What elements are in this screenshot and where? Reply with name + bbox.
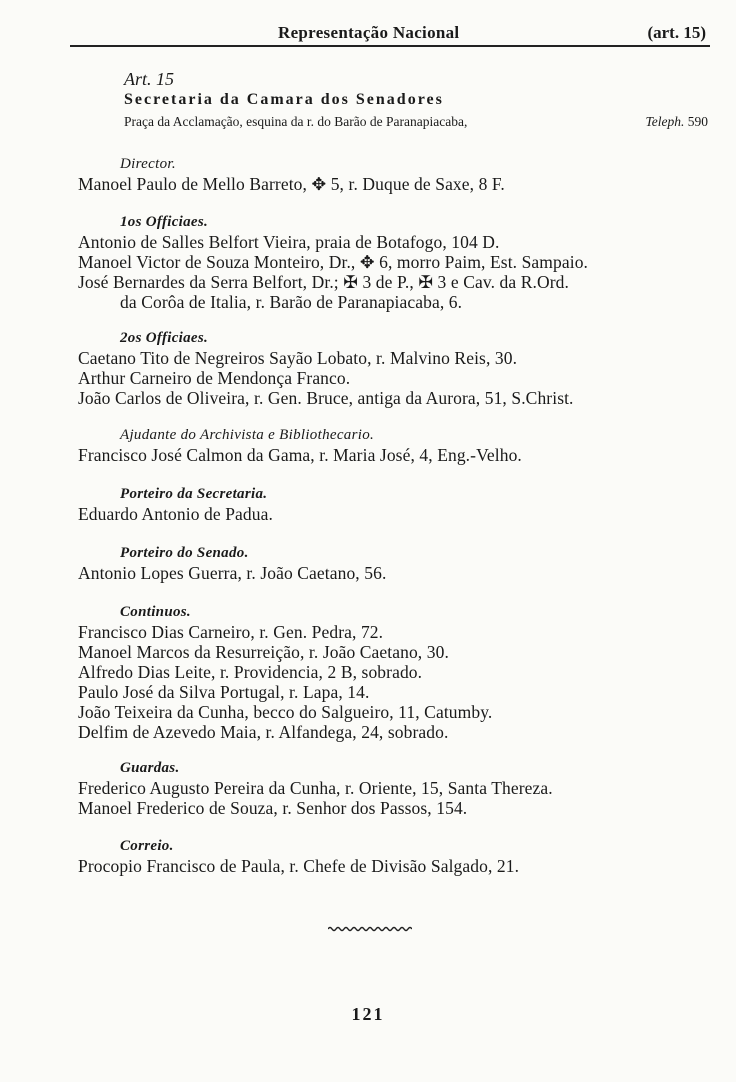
section-ajudante xyxy=(78,425,718,465)
list-item: João Carlos de Oliveira, r. Gen. Bruce, antiga da Aurora, 51, S.Christ. xyxy=(78,388,574,408)
section-label: Guardas. xyxy=(120,760,180,776)
section-porteiro-senado xyxy=(78,543,718,583)
section-continuos xyxy=(78,602,718,742)
section-label: Continuos. xyxy=(120,604,191,620)
section-correio xyxy=(78,836,718,876)
section-label: 2os Officiaes. xyxy=(120,330,209,346)
section-label: Porteiro do Senado. xyxy=(120,545,249,561)
section-label: Porteiro da Secretaria. xyxy=(120,486,268,502)
telephone xyxy=(645,110,708,134)
running-header xyxy=(70,18,710,46)
list-item: Arthur Carneiro de Mendonça Franco. xyxy=(78,368,351,388)
section-primeiros-officiaes xyxy=(78,212,718,312)
list-item: Frederico Augusto Pereira da Cunha, r. Oriente, 15, Santa Thereza. xyxy=(78,778,553,798)
list-item: Manoel Frederico de Souza, r. Senhor dos Passos, 154. xyxy=(78,798,468,818)
list-item: Eduardo Antonio de Padua. xyxy=(78,504,273,524)
article-title: Secretaria da Camara dos Senadores xyxy=(124,91,444,108)
section-label: Correio. xyxy=(120,838,174,854)
list-item: Caetano Tito de Negreiros Sayão Lobato, r. Malvino Reis, 30. xyxy=(78,348,518,368)
list-item: Procopio Francisco de Paula, r. Chefe de Divisão Salgado, 21. xyxy=(78,856,520,876)
article-label: Art. 15 xyxy=(124,69,175,89)
section-porteiro-secretaria xyxy=(78,484,718,524)
article-heading xyxy=(124,68,714,134)
section-label: Director. xyxy=(120,156,176,172)
list-item: Francisco Dias Carneiro, r. Gen. Pedra, 72. xyxy=(78,622,384,642)
section-guardas xyxy=(78,758,718,818)
header-rule xyxy=(70,45,710,47)
address-text: Praça da Acclamação, esquina da r. do Barão de Paranapiacaba, xyxy=(124,114,468,129)
section-segundos-officiaes xyxy=(78,328,718,408)
list-item: Manoel Marcos da Resurreição, r. João Caetano, 30. xyxy=(78,642,449,662)
section-director xyxy=(78,154,718,194)
article-address xyxy=(124,110,714,134)
list-item: João Teixeira da Cunha, becco do Salgueiro, 11, Catumby. xyxy=(78,702,493,722)
list-item: da Corôa de Italia, r. Barão de Paranapiacaba, 6. xyxy=(120,292,463,312)
list-item: Alfredo Dias Leite, r. Providencia, 2 B, sobrado. xyxy=(78,662,423,682)
list-item: José Bernardes da Serra Belfort, Dr.; ✠ 3 de P., ✠ 3 e Cav. da R.Ord. xyxy=(78,272,569,292)
telephone-label: Teleph. xyxy=(645,114,685,129)
list-item: Manoel Paulo de Mello Barreto, ✥ 5, r. Duque de Saxe, 8 F. xyxy=(78,174,505,194)
decorative-wavy-rule xyxy=(328,926,412,932)
list-item: Francisco José Calmon da Gama, r. Maria José, 4, Eng.-Velho. xyxy=(78,445,522,465)
list-item: Manoel Victor de Souza Monteiro, Dr., ✥ 6, morro Paim, Est. Sampaio. xyxy=(78,252,589,272)
section-label: Ajudante do Archivista e Bibliothecario. xyxy=(120,427,375,443)
list-item: Antonio de Salles Belfort Vieira, praia de Botafogo, 104 D. xyxy=(78,232,500,252)
header-article-ref: (art. 15) xyxy=(647,23,706,42)
list-item: Antonio Lopes Guerra, r. João Caetano, 56. xyxy=(78,563,387,583)
page-number: 121 xyxy=(351,1004,385,1024)
telephone-number: 590 xyxy=(687,114,708,129)
list-item: Paulo José da Silva Portugal, r. Lapa, 14. xyxy=(78,682,370,702)
header-title: Representação Nacional xyxy=(278,23,460,42)
list-item: Delfim de Azevedo Maia, r. Alfandega, 24, sobrado. xyxy=(78,722,449,742)
section-label: 1os Officiaes. xyxy=(120,214,209,230)
